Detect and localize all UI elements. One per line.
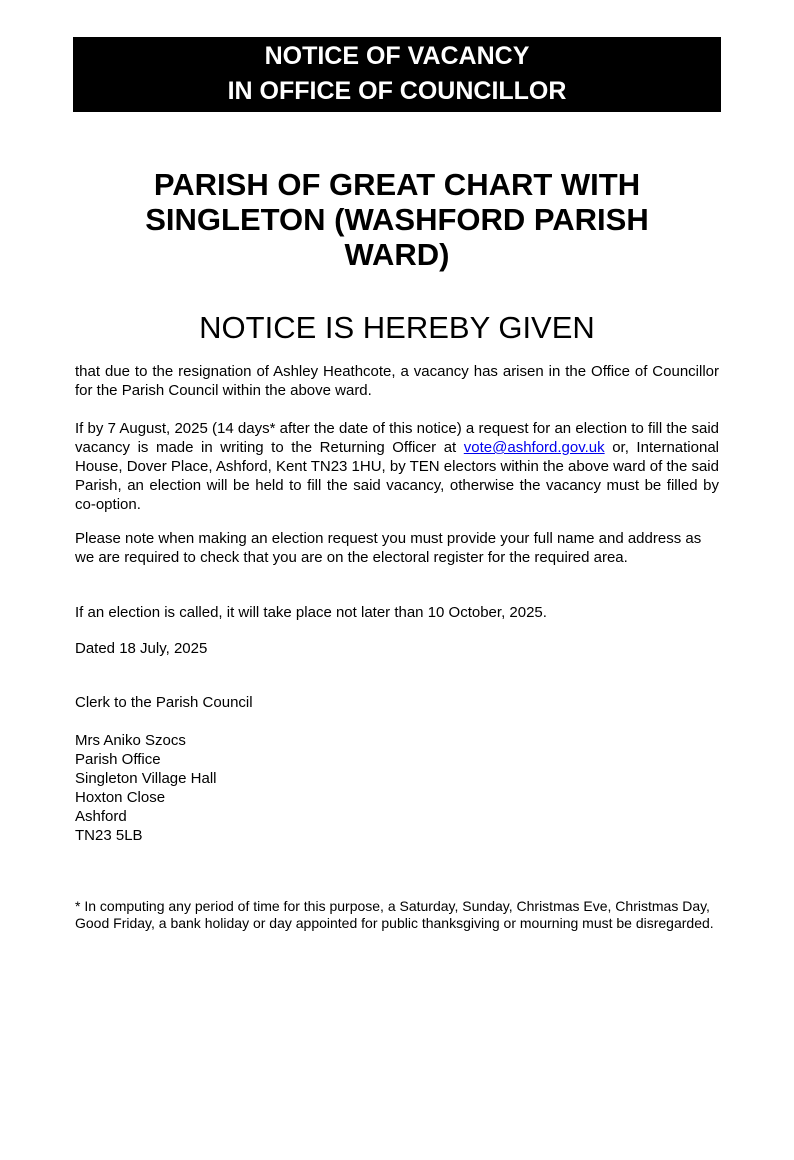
paragraph-register-note: Please note when making an election request you must provide your full name and address as we are required to check that you are on the electoral register for the required area. — [75, 530, 702, 566]
address-line-name: Mrs Aniko Szocs — [75, 732, 186, 749]
banner-line-2: IN OFFICE OF COUNCILLOR — [227, 77, 567, 105]
email-link[interactable]: vote@ashford.gov.uk — [463, 439, 605, 456]
paragraph-election-request-before: If by 7 August, 2025 (14 days* after the date of this notice) a request for an election to fill the said vacancy is made in writing to the Returning Officer at — [75, 420, 719, 456]
document-body — [75, 167, 719, 932]
address-block — [75, 731, 719, 845]
paragraph-election-request-after: or, International House, Dover Place, Ashford, Kent TN23 1HU, by TEN electors within the above ward of the said Parish, an election will be held to fill the said vacancy, otherwise the vacancy must be filled by co-option. — [75, 439, 719, 513]
notice-given-heading: NOTICE IS HEREBY GIVEN — [199, 310, 595, 345]
parish-title — [75, 167, 719, 272]
clerk-title-line: Clerk to the Parish Council — [75, 694, 253, 711]
parish-title-line-1: PARISH OF GREAT CHART WITH — [153, 167, 641, 202]
notice-document — [0, 37, 794, 1160]
notice-banner — [73, 37, 721, 112]
address-line-postcode: TN23 5LB — [75, 827, 143, 844]
paragraph-resignation: that due to the resignation of Ashley Heathcote, a vacancy has arisen in the Office of Councillor for the Parish Council within the above ward. — [75, 363, 719, 399]
paragraph-election-date: If an election is called, it will take place not later than 10 October, 2025. — [75, 604, 547, 621]
address-line-street: Hoxton Close — [75, 789, 166, 806]
address-line-hall: Singleton Village Hall — [75, 770, 217, 787]
address-line-office: Parish Office — [75, 751, 161, 768]
banner-line-1: NOTICE OF VACANCY — [264, 42, 530, 70]
dated-line: Dated 18 July, 2025 — [75, 640, 208, 657]
address-line-town: Ashford — [75, 808, 127, 825]
footnote: * In computing any period of time for this purpose, a Saturday, Sunday, Christmas Eve, Christmas Day, Good Friday, a bank holiday or day appointed for public thanksgiving or mourning must be disregarded. — [75, 898, 714, 931]
paragraph-election-request — [75, 419, 719, 514]
parish-title-line-3: WARD) — [344, 237, 450, 272]
parish-title-line-2: SINGLETON (WASHFORD PARISH — [145, 202, 649, 237]
